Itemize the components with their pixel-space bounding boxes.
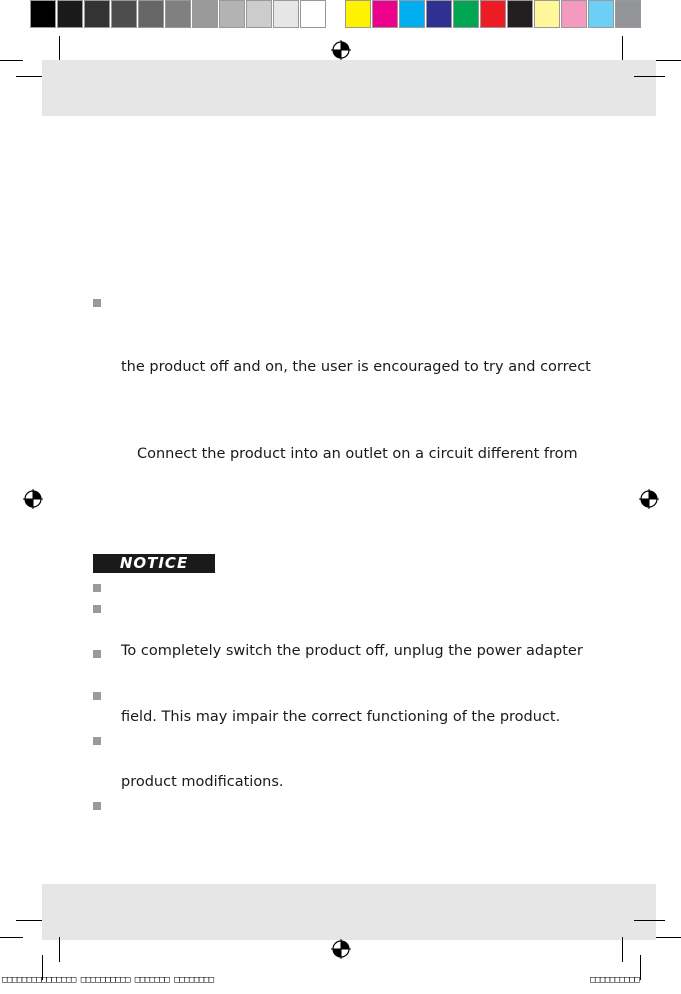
- crop-mark: [656, 937, 681, 938]
- body-text-line: the product off and on, the user is encouraged to try and correct: [121, 359, 591, 375]
- crop-mark: [634, 76, 665, 77]
- crop-mark: [0, 60, 23, 61]
- body-text-line: product modifications.: [121, 774, 284, 790]
- body-text-line: Connect the product into an outlet on a circuit different from: [137, 446, 578, 462]
- color-swatch: [84, 0, 110, 28]
- crop-mark: [640, 955, 641, 980]
- grayscale-calibration-bar: [30, 0, 327, 30]
- color-swatch: [30, 0, 56, 28]
- color-swatch: [111, 0, 137, 28]
- color-swatch: [453, 0, 479, 28]
- square-bullet-icon: [93, 650, 101, 658]
- square-bullet-icon: [93, 584, 101, 592]
- square-bullet-icon: [93, 802, 101, 810]
- color-swatch: [507, 0, 533, 28]
- color-swatch: [57, 0, 83, 28]
- footer-production-code: □□□□□□□□□□: [590, 975, 640, 985]
- crop-mark: [16, 920, 42, 921]
- crop-mark: [622, 937, 623, 962]
- crop-mark: [59, 36, 60, 60]
- color-swatch: [273, 0, 299, 28]
- crop-mark: [59, 937, 60, 962]
- body-text-line: field. This may impair the correct functioning of the product.: [121, 709, 561, 725]
- notice-badge: NOTICE: [93, 554, 215, 573]
- color-swatch: [399, 0, 425, 28]
- square-bullet-icon: [93, 692, 101, 700]
- color-swatch: [372, 0, 398, 28]
- body-text-line: To completely switch the product off, unplug the power adapter: [121, 643, 583, 659]
- registration-crosshair-icon: [23, 489, 43, 509]
- crop-mark: [0, 937, 23, 938]
- color-swatch: [426, 0, 452, 28]
- color-swatch: [165, 0, 191, 28]
- square-bullet-icon: [93, 605, 101, 613]
- color-calibration-bar: [345, 0, 642, 30]
- color-swatch: [246, 0, 272, 28]
- color-swatch: [561, 0, 587, 28]
- color-swatch: [534, 0, 560, 28]
- color-swatch: [219, 0, 245, 28]
- registration-crosshair-icon: [331, 939, 351, 959]
- color-swatch: [588, 0, 614, 28]
- crop-mark: [656, 60, 681, 61]
- crop-mark: [622, 36, 623, 60]
- footer-production-code: □□□□□□□□□□□□□□□ □□□□□□□□□□ □□□□□□□ □□□□□□□□: [2, 975, 214, 985]
- crop-mark: [16, 76, 42, 77]
- registration-crosshair-icon: [639, 489, 659, 509]
- square-bullet-icon: [93, 737, 101, 745]
- color-swatch: [300, 0, 326, 28]
- color-swatch: [138, 0, 164, 28]
- crop-mark: [634, 920, 665, 921]
- color-swatch: [345, 0, 371, 28]
- color-swatch: [192, 0, 218, 28]
- square-bullet-icon: [93, 299, 101, 307]
- header-band: [42, 60, 656, 116]
- registration-crosshair-icon: [331, 40, 351, 60]
- color-swatch: [480, 0, 506, 28]
- color-swatch: [615, 0, 641, 28]
- footer-band: [42, 884, 656, 940]
